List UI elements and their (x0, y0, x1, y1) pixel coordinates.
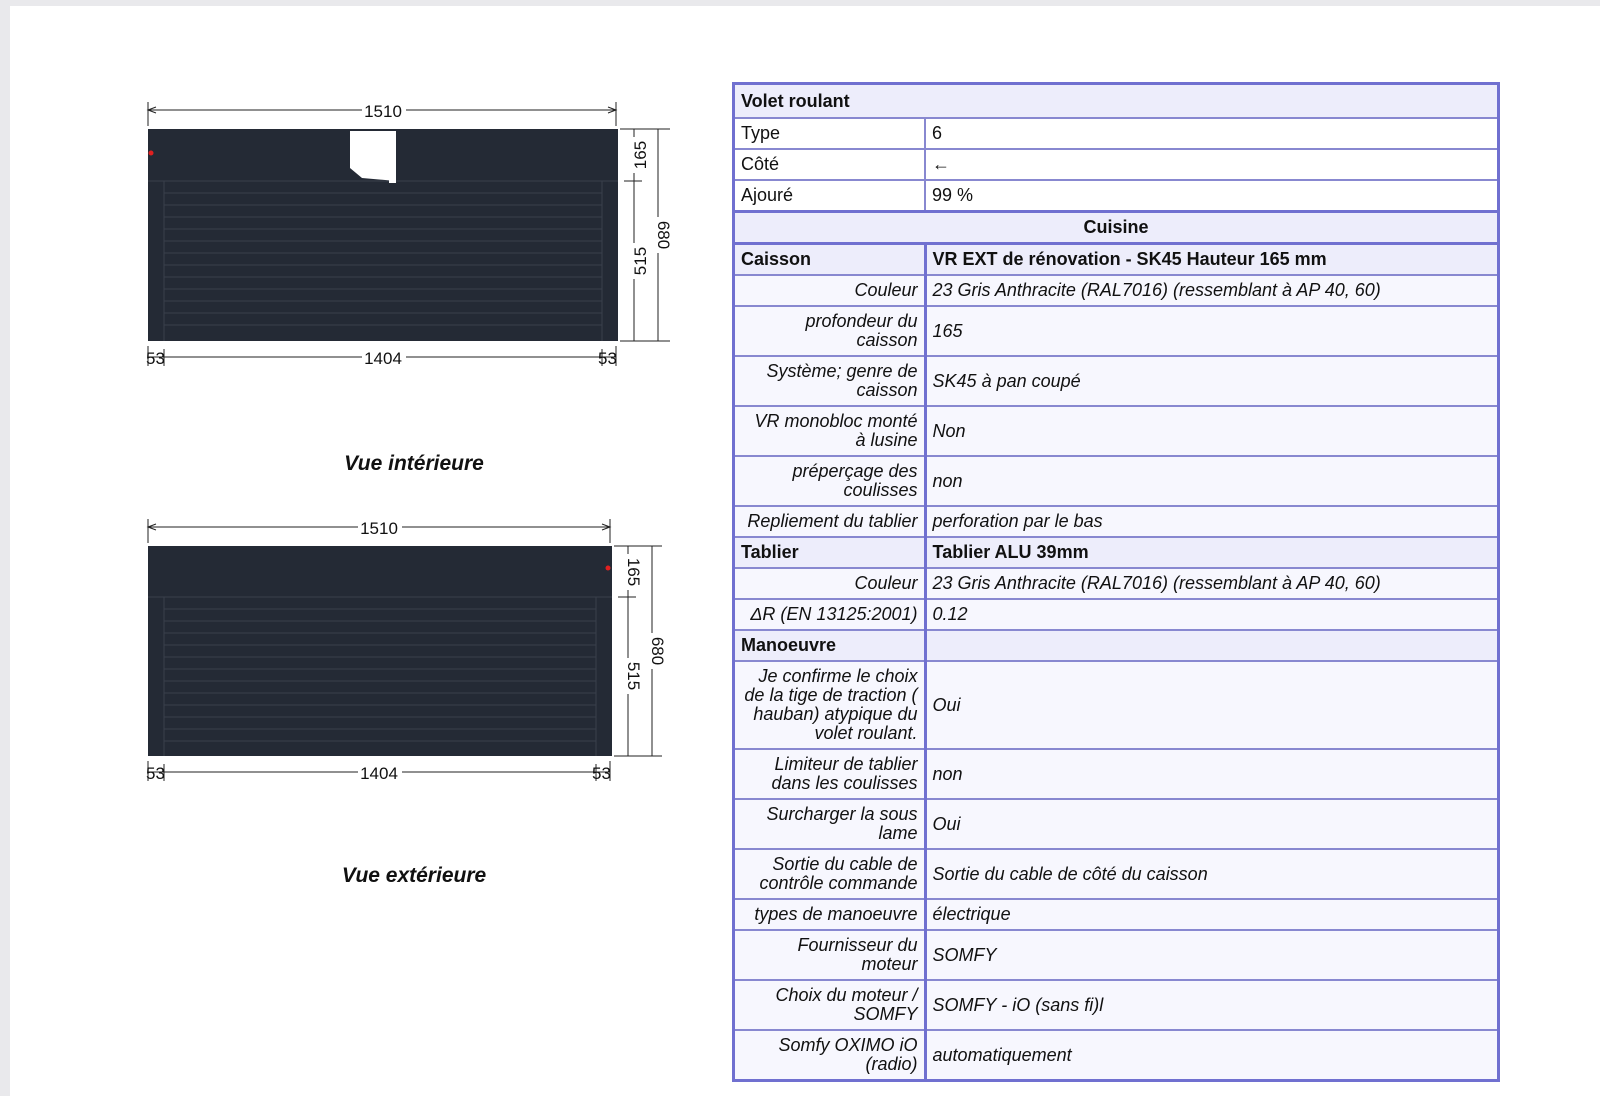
exterior-dim-right-label: 53 (592, 764, 611, 783)
detail-value: non (925, 749, 1498, 799)
detail-row (734, 980, 1499, 1030)
document-page (10, 6, 1600, 1096)
group-label: Caisson (734, 244, 926, 276)
exterior-dim-width-label: 1510 (360, 519, 398, 538)
detail-label: Couleur (734, 275, 926, 306)
spec-label: Type (734, 118, 926, 149)
detail-label: préperçage des coulisses (734, 456, 926, 506)
exterior-dim-caisson-label: 165 (624, 557, 643, 587)
section-title: Cuisine (734, 212, 1499, 244)
detail-value: SOMFY (925, 930, 1498, 980)
exterior-marker-dot (606, 566, 611, 571)
exterior-dim-inner-label: 1404 (360, 764, 398, 783)
exterior-dim-height-label: 680 (648, 636, 667, 666)
spec-value: ← (925, 149, 1498, 180)
group-row-manoeuvre (734, 630, 1499, 661)
spec-title-row (734, 84, 1499, 119)
interior-dim-height-label: 680 (654, 220, 673, 250)
exterior-view-drawing (10, 6, 730, 806)
group-label: Manoeuvre (734, 630, 926, 661)
detail-label: VR monobloc monté à lusine (734, 406, 926, 456)
interior-dim-width-label: 1510 (364, 102, 402, 121)
detail-label: ΔR (EN 13125:2001) (734, 599, 926, 630)
detail-row (734, 406, 1499, 456)
detail-value: 23 Gris Anthracite (RAL7016) (ressemblant à AP 40, 60) (925, 568, 1498, 599)
detail-value: automatiquement (925, 1030, 1498, 1081)
detail-value: 23 Gris Anthracite (RAL7016) (ressemblant à AP 40, 60) (925, 275, 1498, 306)
group-label: Tablier (734, 537, 926, 568)
detail-value: Sortie du cable de côté du caisson (925, 849, 1498, 899)
group-row-tablier (734, 537, 1499, 568)
detail-value: SOMFY - iO (sans fi)l (925, 980, 1498, 1030)
spec-value: 6 (925, 118, 1498, 149)
detail-value: SK45 à pan coupé (925, 356, 1498, 406)
group-row-caisson (734, 244, 1499, 276)
detail-row (734, 799, 1499, 849)
spec-value: 99 % (925, 180, 1498, 212)
exterior-dim-left-label: 53 (146, 764, 165, 783)
detail-label: profondeur du caisson (734, 306, 926, 356)
detail-label: Repliement du tablier (734, 506, 926, 537)
detail-label: Sortie du cable de contrôle commande (734, 849, 926, 899)
detail-row (734, 306, 1499, 356)
detail-label: Fournisseur du moteur (734, 930, 926, 980)
exterior-view-caption: Vue extérieure (341, 864, 487, 887)
detail-label: Choix du moteur / SOMFY (734, 980, 926, 1030)
detail-row (734, 506, 1499, 537)
detail-row (734, 1030, 1499, 1081)
spec-row (734, 118, 1499, 149)
spec-row (734, 149, 1499, 180)
exterior-roller-shutter-body (148, 546, 612, 756)
exterior-dim-tablier-label: 515 (624, 661, 643, 691)
detail-value: Non (925, 406, 1498, 456)
detail-row (734, 599, 1499, 630)
interior-dim-caisson-label: 165 (631, 140, 650, 170)
interior-dim-tablier-label: 515 (631, 246, 650, 276)
detail-value: 0.12 (925, 599, 1498, 630)
interior-view-caption: Vue intérieure (344, 452, 484, 475)
spec-label: Côté (734, 149, 926, 180)
detail-row (734, 661, 1499, 749)
detail-row (734, 749, 1499, 799)
detail-label: Couleur (734, 568, 926, 599)
group-value: VR EXT de rénovation - SK45 Hauteur 165 mm (925, 244, 1498, 276)
detail-label: Système; genre de caisson (734, 356, 926, 406)
interior-dim-inner-label: 1404 (364, 349, 402, 368)
detail-value: perforation par le bas (925, 506, 1498, 537)
group-value: Tablier ALU 39mm (925, 537, 1498, 568)
detail-row (734, 849, 1499, 899)
interior-dim-right-label: 53 (598, 349, 617, 368)
detail-row (734, 568, 1499, 599)
detail-label: Limiteur de tablier dans les coulisses (734, 749, 926, 799)
detail-label: Je confirme le choix de la tige de traction ( hauban) atypique du volet roulant. (734, 661, 926, 749)
section-row (734, 212, 1499, 244)
detail-row (734, 456, 1499, 506)
detail-value: non (925, 456, 1498, 506)
group-value (925, 630, 1498, 661)
interior-dim-left-label: 53 (146, 349, 165, 368)
detail-value: 165 (925, 306, 1498, 356)
detail-value: Oui (925, 661, 1498, 749)
detail-label: Surcharger la sous lame (734, 799, 926, 849)
detail-value: Oui (925, 799, 1498, 849)
detail-label: Somfy OXIMO iO (radio) (734, 1030, 926, 1081)
detail-row (734, 275, 1499, 306)
detail-label: types de manoeuvre (734, 899, 926, 930)
detail-value: électrique (925, 899, 1498, 930)
spec-table (732, 82, 1500, 1082)
detail-row (734, 930, 1499, 980)
spec-label: Ajouré (734, 180, 926, 212)
detail-row (734, 899, 1499, 930)
spec-row (734, 180, 1499, 212)
spec-title: Volet roulant (734, 84, 1499, 119)
detail-row (734, 356, 1499, 406)
